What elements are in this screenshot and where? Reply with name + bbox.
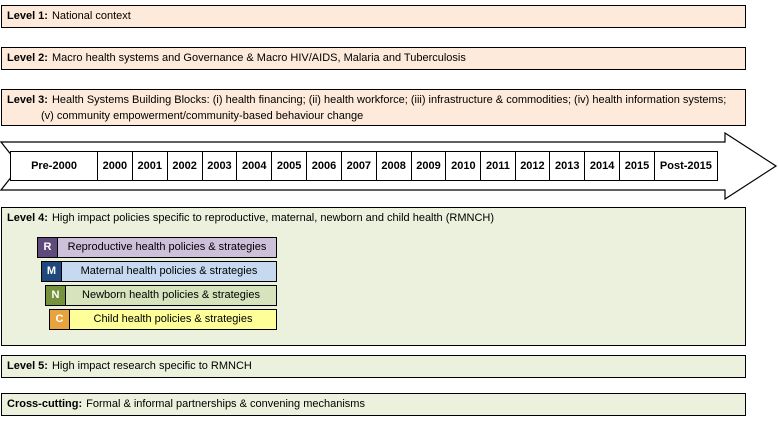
timeline-year-cell: 2004 [236, 151, 272, 181]
timeline-year-cell: 2003 [202, 151, 238, 181]
level5-label: Level 5: [7, 360, 48, 372]
level3-line1 [7, 92, 740, 108]
timeline-year-cell: 2009 [411, 151, 447, 181]
level5-text: High impact research specific to RMNCH [51, 360, 252, 372]
timeline-year-cell: 2002 [167, 151, 203, 181]
policy-row-child [49, 309, 277, 330]
policy-row-newborn [45, 285, 277, 306]
level4-title [2, 208, 745, 229]
level2-text: Macro health systems and Governance & Macro HIV/AIDS, Malaria and Tuberculosis [51, 52, 466, 64]
level1-label: Level 1: [7, 10, 48, 22]
policy-bar-maternal: Maternal health policies & strategies [62, 261, 277, 282]
level2-label: Level 2: [7, 52, 48, 64]
level1-bar [1, 5, 746, 28]
level5-bar [1, 355, 746, 378]
timeline-year-cell: 2014 [584, 151, 620, 181]
level1-text: National context [51, 10, 131, 22]
timeline-year-cell: 2010 [445, 151, 481, 181]
timeline-years [10, 151, 718, 181]
policy-letter-badge-r: R [37, 237, 58, 258]
timeline-year-cell: 2007 [341, 151, 377, 181]
level3-label: Level 3: [7, 94, 48, 106]
level3-bar [1, 89, 746, 126]
crosscutting-bar [1, 393, 746, 416]
timeline-year-cell: 2012 [515, 151, 551, 181]
timeline-year-cell: Pre-2000 [10, 151, 98, 181]
policy-bar-newborn: Newborn health policies & strategies [66, 285, 277, 306]
policy-letter-badge-m: M [41, 261, 62, 282]
level3-text: Health Systems Building Blocks: (i) health financing; (ii) health workforce; (iii) infrastructure & commodities; (iv) health information systems; [51, 94, 727, 106]
timeline-year-cell: 2000 [97, 151, 133, 181]
crosscutting-text: Formal & informal partnerships & convening mechanisms [86, 398, 365, 410]
level4-label: Level 4: [7, 212, 48, 224]
level3-line2: (v) community empowerment/community-based behaviour change [41, 110, 364, 122]
crosscutting-label: Cross-cutting: [7, 398, 83, 410]
timeline-year-cell: 2005 [271, 151, 307, 181]
timeline-year-cell: 2015 [619, 151, 655, 181]
timeline-year-cell: 2008 [376, 151, 412, 181]
timeline-year-cell: 2001 [132, 151, 168, 181]
policy-bar-child: Child health policies & strategies [70, 309, 277, 330]
policy-letter-badge-c: C [49, 309, 70, 330]
timeline-year-cell: Post-2015 [654, 151, 718, 181]
level4-panel [1, 207, 746, 346]
policy-row-reproductive [37, 237, 277, 258]
policy-bar-reproductive: Reproductive health policies & strategies [58, 237, 277, 258]
policy-letter-badge-n: N [45, 285, 66, 306]
timeline-year-cell: 2011 [480, 151, 515, 181]
timeline-year-cell: 2006 [306, 151, 342, 181]
timeline-year-cell: 2013 [549, 151, 585, 181]
policy-row-maternal [41, 261, 277, 282]
level4-text: High impact policies specific to reproductive, maternal, newborn and child health (RMNCH) [51, 212, 494, 224]
level2-bar [1, 47, 746, 70]
